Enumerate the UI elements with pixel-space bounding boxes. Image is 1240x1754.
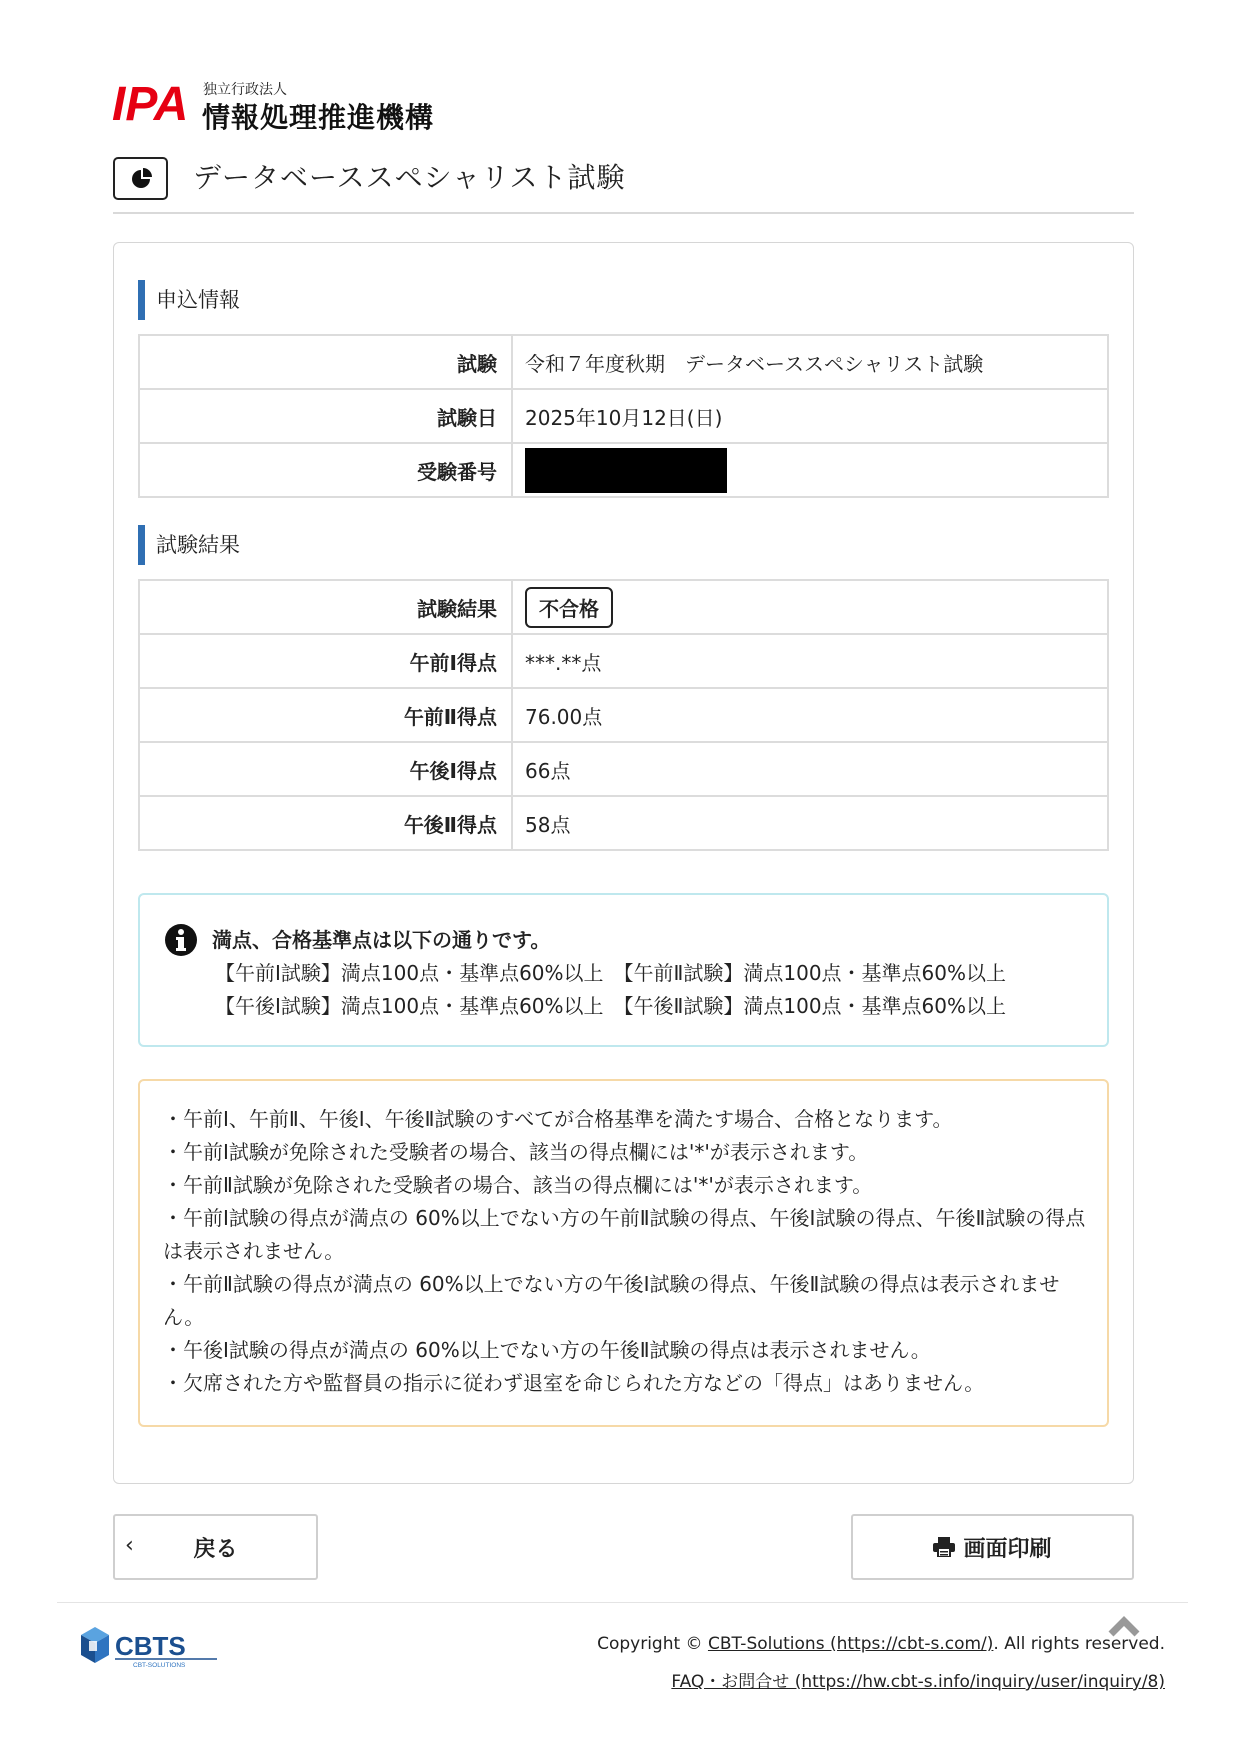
row-value: 2025年10月12日(日) <box>512 389 1108 443</box>
svg-text:IPA: IPA <box>112 80 189 124</box>
print-button-label: 画面印刷 <box>963 1536 1052 1562</box>
cbts-logo[interactable] <box>79 1625 222 1669</box>
footer-divider <box>57 1602 1188 1603</box>
table-row <box>139 634 1108 688</box>
result-badge: 不合格 <box>525 587 613 628</box>
row-value: 76.00点 <box>512 688 1108 742</box>
table-row <box>139 796 1108 850</box>
redacted-exam-number <box>525 448 727 493</box>
copyright-suffix: . All rights reserved. <box>993 1634 1165 1654</box>
note-item: ・午前Ⅰ、午前Ⅱ、午後Ⅰ、午後Ⅱ試験のすべてが合格基準を満たす場合、合格となります。 <box>163 1107 953 1131</box>
row-label: 試験 <box>139 335 512 389</box>
row-label: 午前Ⅱ得点 <box>139 688 512 742</box>
info-icon <box>164 923 198 957</box>
note-item: ・午後Ⅰ試験の得点が満点の 60%以上でない方の午後Ⅱ試験の得点は表示されません。 <box>163 1338 931 1362</box>
cube-icon <box>81 1627 109 1663</box>
row-label: 受験番号 <box>139 443 512 497</box>
pie-chart-icon <box>130 168 152 190</box>
back-button-label: 戻る <box>193 1536 238 1562</box>
row-label: 午後Ⅱ得点 <box>139 796 512 850</box>
note-item: ・午前Ⅱ試験が免除された受験者の場合、該当の得点欄には'*'が表示されます。 <box>163 1173 873 1197</box>
row-value: 66点 <box>512 742 1108 796</box>
row-value: 令和７年度秋期 データベーススペシャリスト試験 <box>512 335 1108 389</box>
table-row <box>139 580 1108 634</box>
page-title: データベーススペシャリスト試験 <box>193 161 626 194</box>
svg-text:CBT-SOLUTIONS: CBT-SOLUTIONS <box>133 1662 186 1669</box>
cbts-site-link[interactable]: CBT-Solutions (https://cbt-s.com/) <box>707 1634 994 1654</box>
row-label: 試験日 <box>139 389 512 443</box>
note-item: ・欠席された方や監督員の指示に従わず退室を命じられた方などの「得点」はありません。 <box>163 1371 985 1395</box>
row-value <box>512 443 1108 497</box>
org-name: 情報処理推進機構 <box>202 101 435 134</box>
section-heading-results: 試験結果 <box>138 525 240 565</box>
table-row <box>139 335 1108 389</box>
note-item: ・午前Ⅱ試験の得点が満点の 60%以上でない方の午後Ⅰ試験の得点、午後Ⅱ試験の得点は表示されません。 <box>163 1272 1060 1329</box>
results-table <box>138 579 1109 851</box>
print-button[interactable] <box>851 1514 1134 1580</box>
back-button[interactable] <box>113 1514 318 1580</box>
faq-link[interactable]: FAQ・お問合せ (https://hw.cbt-s.info/inquiry/user/inquiry/8) <box>671 1672 1165 1692</box>
ipa-logo[interactable] <box>112 80 190 124</box>
copyright-prefix: Copyright © <box>597 1634 708 1654</box>
note-item: ・午前Ⅰ試験の得点が満点の 60%以上でない方の午前Ⅱ試験の得点、午後Ⅰ試験の得点、午後Ⅱ試験の得点は表示されません。 <box>163 1206 1086 1263</box>
table-row <box>139 688 1108 742</box>
section-heading-application: 申込情報 <box>138 280 240 320</box>
faq-line <box>671 1667 1165 1692</box>
printer-icon <box>933 1537 955 1557</box>
criteria-line: 【午後Ⅰ試験】満点100点・基準点60%以上 【午後Ⅱ試験】満点100点・基準点60%以上 <box>215 994 1006 1018</box>
row-label: 午前Ⅰ得点 <box>139 634 512 688</box>
table-row <box>139 742 1108 796</box>
criteria-line: 【午前Ⅰ試験】満点100点・基準点60%以上 【午前Ⅱ試験】満点100点・基準点60%以上 <box>215 961 1006 985</box>
row-label: 試験結果 <box>139 580 512 634</box>
note-item: ・午前Ⅰ試験が免除された受験者の場合、該当の得点欄には'*'が表示されます。 <box>163 1140 869 1164</box>
chevron-left-icon: ‹ <box>125 1533 134 1558</box>
application-table <box>138 334 1109 498</box>
org-subtitle: 独立行政法人 <box>203 82 287 98</box>
notes-list <box>163 1103 1088 1400</box>
row-label: 午後Ⅰ得点 <box>139 742 512 796</box>
row-value: 58点 <box>512 796 1108 850</box>
exam-icon-box <box>113 157 168 200</box>
copyright-text <box>597 1634 1165 1654</box>
row-value <box>512 580 1108 634</box>
title-divider <box>113 212 1134 214</box>
svg-text:CBTS: CBTS <box>115 1631 186 1661</box>
row-value: ***.**点 <box>512 634 1108 688</box>
table-row <box>139 389 1108 443</box>
table-row <box>139 443 1108 497</box>
criteria-title: 満点、合格基準点は以下の通りです。 <box>212 928 551 952</box>
